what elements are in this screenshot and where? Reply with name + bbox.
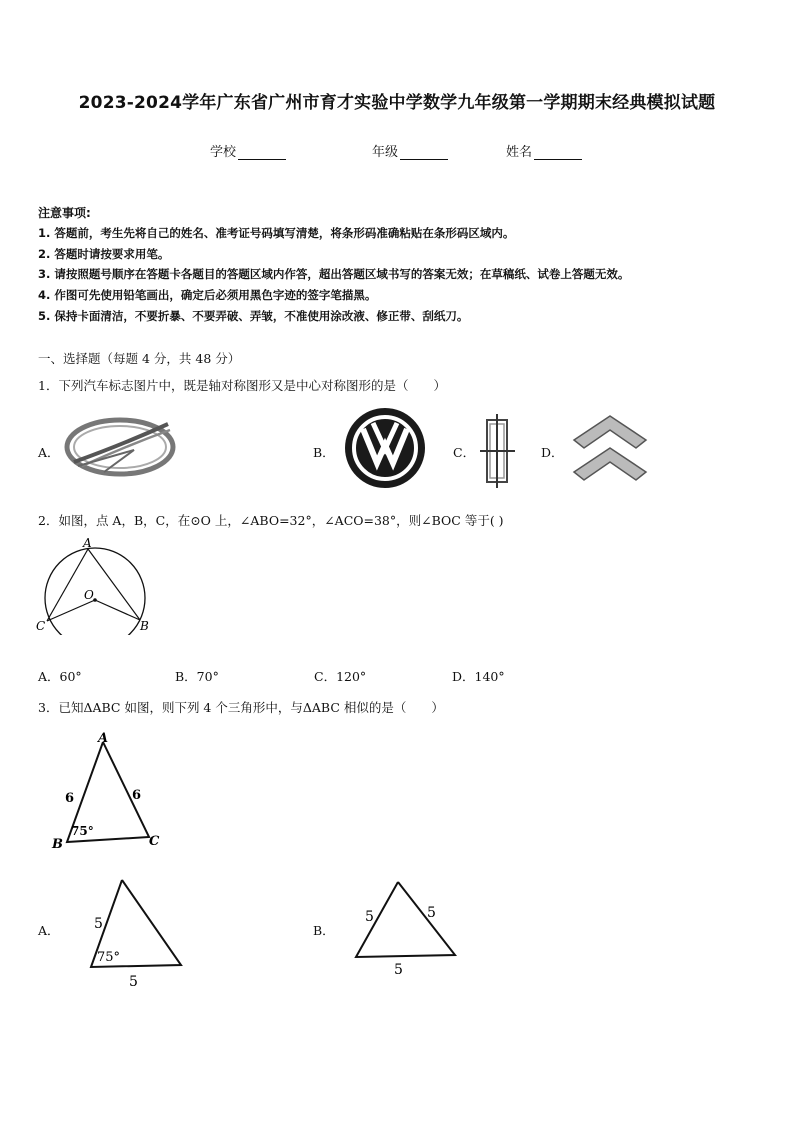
exam-title: 2023-2024学年广东省广州市育才实验中学数学九年级第一学期期末经典模拟试题 bbox=[78, 93, 716, 113]
q3-triangle-abc bbox=[45, 725, 175, 855]
school-label: 学校 bbox=[210, 145, 237, 160]
school-blank[interactable] bbox=[238, 145, 286, 160]
grade-blank[interactable] bbox=[400, 145, 448, 160]
q2-option-a: A．60° bbox=[38, 669, 82, 684]
school-field bbox=[210, 141, 286, 160]
side-left-label: 5 bbox=[94, 916, 103, 932]
side-left-label: 5 bbox=[365, 909, 374, 925]
point-c-label: C bbox=[36, 619, 46, 633]
q3-option-b-triangle bbox=[350, 875, 462, 980]
q1-logo-b-image bbox=[343, 405, 427, 491]
vertex-b-label: B bbox=[52, 837, 63, 852]
q2-option-b: B．70° bbox=[175, 669, 219, 684]
name-blank[interactable] bbox=[534, 145, 582, 160]
side-bottom-label: 5 bbox=[394, 962, 403, 978]
vertex-c-label: C bbox=[149, 834, 160, 849]
q1-logo-d-image bbox=[570, 410, 650, 488]
note-item: 1. 答题前，考生先将自己的姓名、准考证号码填写清楚，将条形码准确粘贴在条形码区域内。 bbox=[38, 226, 515, 240]
name-label: 姓名 bbox=[506, 145, 533, 160]
note-item: 5. 保持卡面清洁，不要折暴、不要弄破、弄皱，不准使用涂改液、修正带、刮纸刀。 bbox=[38, 309, 469, 323]
q1-option-d-label: D． bbox=[541, 445, 564, 460]
grade-label: 年级 bbox=[372, 145, 399, 160]
q1-option-c-label: C． bbox=[453, 445, 476, 460]
q2-circle-figure bbox=[30, 535, 160, 635]
note-item: 2. 答题时请按要求用笔。 bbox=[38, 247, 170, 261]
q1-option-b-label: B． bbox=[313, 445, 335, 460]
point-o-label: O bbox=[84, 588, 94, 602]
question-3-text: 3．已知ΔABC 如图，则下列 4 个三角形中，与ΔABC 相似的是（ ） bbox=[38, 700, 444, 715]
name-field bbox=[506, 141, 582, 160]
q3-option-a-label: A． bbox=[38, 923, 60, 938]
note-item: 4. 作图可先使用铅笔画出，确定后必须用黑色字迹的签字笔描黑。 bbox=[38, 288, 377, 302]
side-ab-label: 6 bbox=[65, 791, 75, 806]
side-ac-label: 6 bbox=[132, 788, 142, 803]
q3-option-a-triangle bbox=[85, 870, 195, 992]
question-1-text: 1．下列汽车标志图片中，既是轴对称图形又是中心对称图形的是（ ） bbox=[38, 378, 446, 393]
grade-field bbox=[372, 141, 448, 160]
q1-option-a-label: A． bbox=[38, 445, 60, 460]
angle-b-label: 75° bbox=[71, 824, 94, 838]
vertex-a-label: A bbox=[98, 731, 109, 746]
q1-logo-a-image bbox=[64, 416, 176, 478]
q2-option-d: D．140° bbox=[452, 669, 505, 684]
notes-heading: 注意事项: bbox=[38, 206, 91, 220]
side-bottom-label: 5 bbox=[129, 974, 138, 990]
q1-logo-c-image bbox=[478, 412, 518, 490]
side-right-label: 5 bbox=[427, 905, 436, 921]
q3-option-b-label: B． bbox=[313, 923, 335, 938]
q2-option-c: C．120° bbox=[314, 669, 367, 684]
note-item: 3. 请按照题号顺序在答题卡各题目的答题区域内作答，超出答题区域书写的答案无效；在草稿纸、试卷上答题无效。 bbox=[38, 267, 630, 281]
section-heading: 一、选择题（每题 4 分，共 48 分） bbox=[38, 351, 241, 366]
point-a-label: A bbox=[83, 536, 92, 550]
question-2-text: 2．如图，点 A，B，C，在⊙O 上，∠ABO=32°，∠ACO=38°，则∠BOC 等于( ) bbox=[38, 513, 504, 528]
angle-label: 75° bbox=[97, 950, 121, 965]
point-b-label: B bbox=[140, 619, 149, 633]
